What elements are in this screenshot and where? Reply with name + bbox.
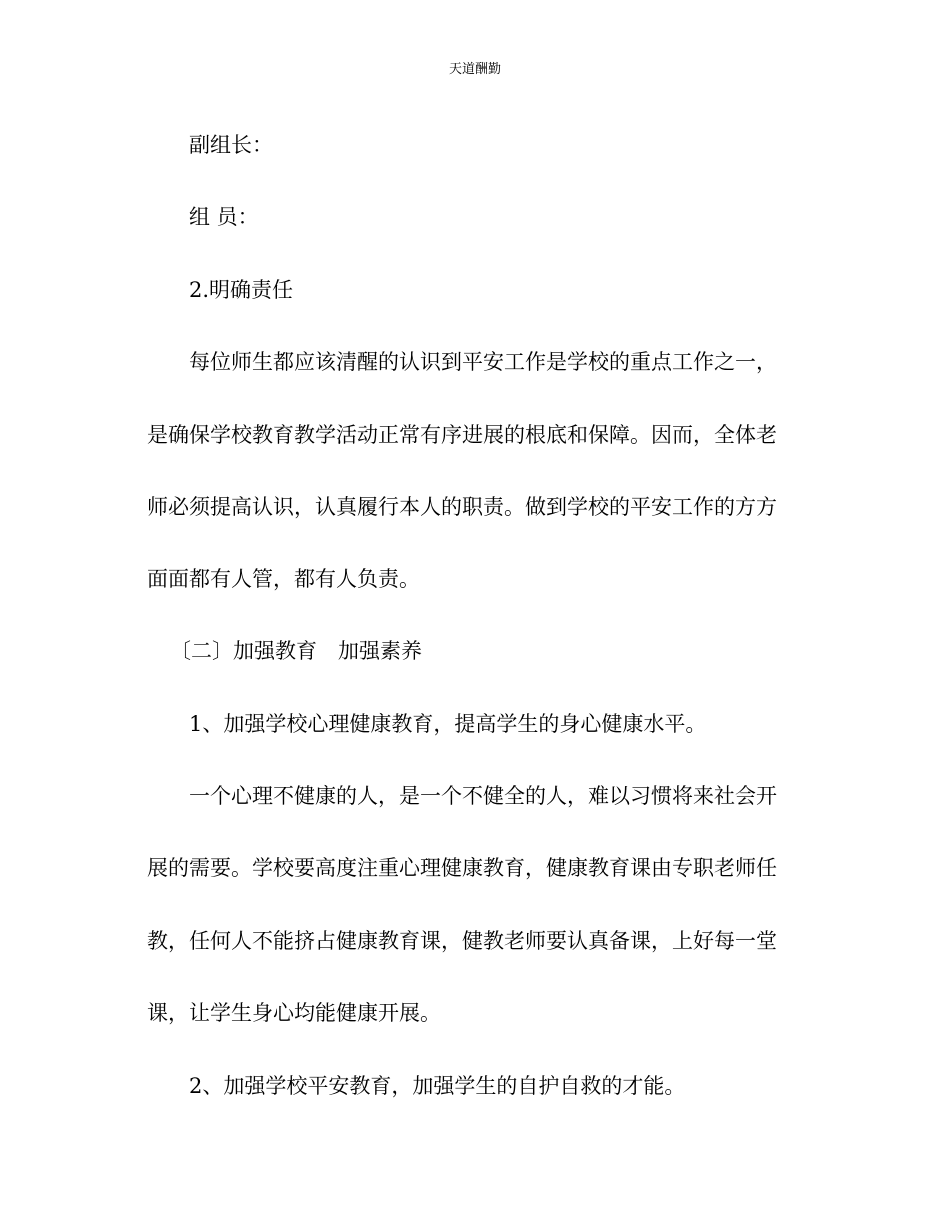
paragraph-line: 面面都有人管，都有人负责。 (147, 567, 420, 591)
deputy-leader-line: 副组长： (189, 133, 273, 157)
subsection-heading-mental-health: 1、加强学校心理健康教育，提高学生的身心健康水平。 (189, 712, 707, 736)
subsection-heading-safety: 2、加强学校平安教育，加强学生的自护自救的才能。 (189, 1074, 686, 1098)
paragraph-line: 一个心理不健康的人，是一个不健全的人，难以习惯将来社会开 (189, 784, 777, 808)
paragraph-line: 展的需要。学校要高度注重心理健康教育，健康教育课由专职老师任 (147, 856, 777, 880)
section-heading-education: 〔二〕加强教育 加强素养 (170, 639, 422, 663)
section-heading-responsibility: 2.明确责任 (189, 278, 294, 302)
paragraph-line: 是确保学校教育教学活动正常有序进展的根底和保障。因而，全体老 (147, 423, 777, 447)
paragraph-line: 教，任何人不能挤占健康教育课，健教老师要认真备课，上好每一堂 (147, 929, 777, 953)
paragraph-line: 每位师生都应该清醒的认识到平安工作是学校的重点工作之一， (189, 350, 777, 374)
members-line: 组 员： (189, 205, 259, 229)
paragraph-line: 课，让学生身心均能健康开展。 (147, 1001, 441, 1025)
paragraph-line: 师必须提高认识，认真履行本人的职责。做到学校的平安工作的方方 (147, 495, 777, 519)
page-header: 天道酬勤 (448, 62, 501, 77)
